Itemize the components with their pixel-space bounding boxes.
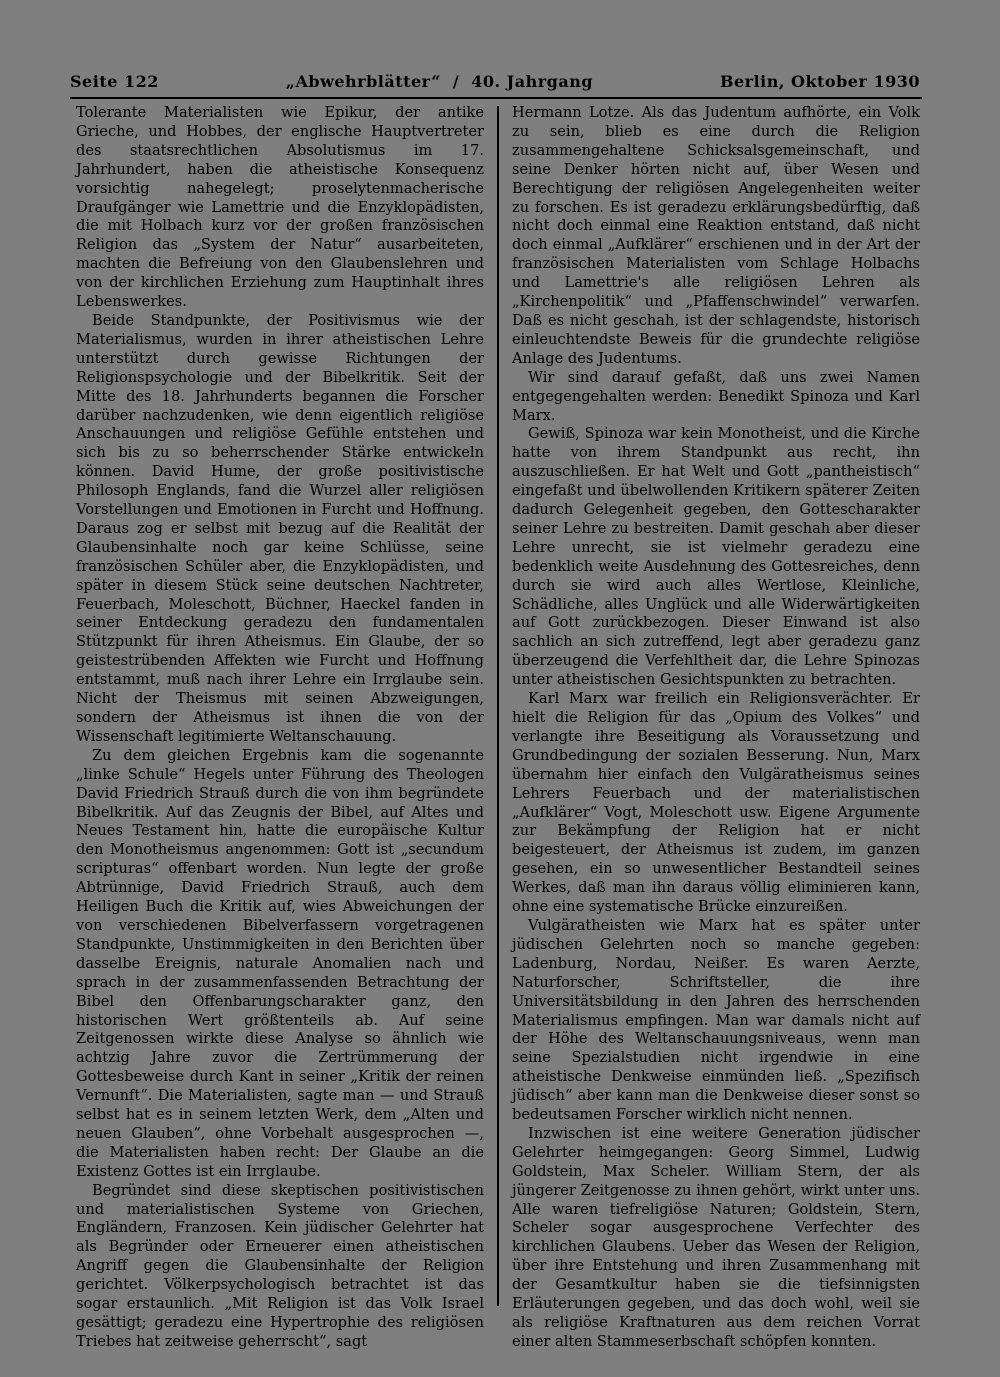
page-header [70,72,920,96]
paragraph: Inzwischen ist eine weitere Generation jüdischer Gelehrter heimgegangen: Georg Simmel, Ludwig Goldstein, Max Scheler. William Stern, der als jüngerer Zeitgenosse zu ihnen gehört, wirkt unter uns. Alle waren tiefreligiöse Naturen; Goldstein, Stern, Scheler sogar ausgesprochene Verfechter des kirchlichen Glaubens. Ueber das Wesen der Religion, über ihre Entstehung und ihren Zusammenhang mit der Gesamtkultur haben sie die tiefsinnigsten Erläuterungen gegeben, und das doch wohl, weil sie als religiöse Kraftnaturen aus dem reichen Vorrat einer alten Stammeserbschaft schöpfen konnten. [512,1124,920,1350]
header-separator: / [452,72,460,91]
header-rule [70,97,922,99]
volume-label: 40. Jahrgang [471,72,594,91]
paragraph: Hermann Lotze. Als das Judentum aufhörte, ein Volk zu sein, blieb es eine durch die Religion zusammengehaltene Schicksalsgemeinschaft, und seine Denker hörten nicht auf, über Wesen und Berechtigung der religiösen Angelegenheiten weiter zu forschen. Es ist geradezu erklärungsbedürftig, daß nicht doch einmal eine Reaktion entstand, daß nicht doch einmal „Aufklärer“ erschienen und in der Art der französischen Materialisten vom Schlage Holbachs und Lamettrie's alle religiösen Lehren als „Kirchenpolitik“ und „Pfaffenschwindel“ verwarfen. Daß es nicht geschah, ist der schlagendste, historisch einleuchtendste Beweis für die grundechte religiöse Anlage des Judentums. [512,104,920,367]
page-number: Seite 122 [70,72,159,91]
column-divider [497,106,499,1306]
place-date: Berlin, Oktober 1930 [719,72,920,91]
paragraph: Karl Marx war freilich ein Religionsverächter. Er hielt die Religion für das „Opium des Volkes“ und verlangte ihre Beseitigung als Voraussetzung und Grundbedingung der sozialen Besserung. Nun, Marx übernahm hier einfach den Vulgäratheismus seines Lehrers Feuerbach und der materialistischen „Aufklärer“ Vogt, Moleschott usw. Eigene Argumente zur Bekämpfung der Religion hat er nicht beigesteuert, der Atheismus ist zudem, im ganzen gesehen, ein so unwesentlicher Bestandteil seines Werkes, daß man ihn daraus völlig eliminieren kann, ohne eine systematische Brücke einzureißen. [512,690,920,916]
paragraph: Zu dem gleichen Ergebnis kam die sogenannte „linke Schule“ Hegels unter Führung des Theologen David Friedrich Strauß durch die von ihm begründete Bibelkritik. Auf das Zeugnis der Bibel, auf Altes und Neues Testament hin, hatte die europäische Kultur den Monotheismus angenommen: Gott ist „secundum scripturas“ offenbart worden. Nun legte der große Abtrünnige, David Friedrich Strauß, auch dem Heiligen Buch die Kritik auf, wies Abweichungen der von verschiedenen Bibelverfassern vorgetragenen Standpunkte, Unstimmigkeiten in den Berichten über dasselbe Ereignis, naturale Anomalien nach und sprach in der zusammenfassenden Betrachtung der Bibel den Offenbarungscharakter ganz, den historischen Wert größtenteils ab. Auf seine Zeitgenossen wirkte diese Analyse so ähnlich wie achtzig Jahre zuvor die Zertrümmerung der Gottesbeweise durch Kant in seiner „Kritik der reinen Vernunft“. Die Materialisten, sagte man — und Strauß selbst hat es in seinem letzten Werk, dem „Alten und neuen Glauben“, ohne Vorbehalt ausgesprochen —, die Materialisten haben recht: Der Glaube an die Existenz Gottes ist ein Irrglaube. [76,746,484,1180]
paragraph: Beide Standpunkte, der Positivismus wie der Materialismus, wurden in ihrer atheistischen Lehre unterstützt durch gewisse Richtungen der Religionspsychologie und der Bibelkritik. Seit der Mitte des 18. Jahrhunderts begannen die Forscher darüber nachzudenken, wie denn eigentlich religiöse Anschauungen und religiöse Gefühle entstehen und sich bis zu so beherrschender Stärke entwickeln können. David Hume, der große positivistische Philosoph Englands, fand die Wurzel aller religiösen Vorstellungen und Emotionen in Furcht und Hoffnung. Daraus zog er selbst mit bezug auf die Realität der Glaubensinhalte noch gar keine Schlüsse, seine französischen Schüler aber, die Enzyklopädisten, und später in diesem Stück seine deutschen Nachtreter, Feuerbach, Moleschott, Büchner, Haeckel fanden in seiner Entdeckung geradezu den fundamentalen Stützpunkt für ihren Atheismus. Ein Glaube, der so geistestrübenden Affekten wie Furcht und Hoffnung entstammt, muß nach ihrer Lehre ein Irrglaube sein. Nicht der Theismus mit seinen Abzweigungen, sondern der Atheismus ist ihnen die von der Wissenschaft legitimierte Weltanschauung. [76,311,484,745]
paragraph: Gewiß, Spinoza war kein Monotheist, und die Kirche hatte von ihrem Standpunkt aus recht, ihn auszuschließen. Er hat Welt und Gott „pantheistisch“ eingefaßt und übelwollenden Kritikern späterer Zeiten dadurch Gelegenheit gegeben, den Gottescharakter seiner Lehre zu bestreiten. Damit geschah aber dieser Lehre unrecht, sie ist vielmehr geradezu eine bedenklich weite Ausdehnung des Gottesreiches, denn durch sie wird auch alles Wertlose, Kleinliche, Schädliche, alles Unglück und alle Widerwärtigkeiten auf Gott zurückbezogen. Dieser Einwand ist also sachlich an sich zutreffend, legt aber geradezu ganz überzeugend die Verfehltheit dar, die Lehre Spinozas unter atheistischen Gesichtspunkten zu betrachten. [512,425,920,689]
paragraph: Vulgäratheisten wie Marx hat es später unter jüdischen Gelehrten noch so manche gegeben: Ladenburg, Nordau, Neißer. Es waren Aerzte, Naturforscher, Schriftsteller, die ihre Universitätsbildung in den Jahren des herrschenden Materialismus empfingen. Man war damals nicht auf der Höhe des Weltanschauungsniveaus, wenn man seine Spezialstudien nicht irgendwie in eine atheistische Denkweise einmünden ließ. „Spezifisch jüdisch“ aber kann man die Denkweise dieser sonst so bedeutsamen Forscher wirklich nicht nennen. [512,916,920,1124]
paragraph: Begründet sind diese skeptischen positivistischen und materialistischen Systeme von Griechen, Engländern, Franzosen. Kein jüdischer Gelehrter hat als Begründer oder Erneuerer einen atheistischen Angriff gegen die Glaubensinhalte der Religion gerichtet. Völkerpsychologisch betrachtet ist das sogar erstaunlich. „Mit Religion ist das Volk Israel gesättigt; geradezu eine Hypertrophie des religiösen Triebes hat zeitweise geherrscht“, sagt [76,1181,484,1350]
paragraph: Wir sind darauf gefaßt, daß uns zwei Namen entgegengehalten werden: Benedikt Spinoza und Karl Marx. [512,368,920,424]
journal-info [286,72,593,91]
left-column [76,104,484,1352]
right-column [512,104,920,1352]
paragraph: Tolerante Materialisten wie Epikur, der antike Grieche, und Hobbes, der englische Hauptvertreter des staatsrechtlichen Absolutismus im 17. Jahrhundert, haben die atheistische Konsequenz vorsichtig nahegelegt; proselytenmacherische Draufgänger wie Lamettrie und die Enzyklopädisten, die mit Holbach kurz vor der großen französischen Religion das „System der Natur“ ausarbeiteten, machten die Befreiung von den Glaubenslehren und von der kirchlichen Erziehung zum Hauptinhalt ihres Lebenswerkes. [76,104,484,311]
journal-title: „Abwehrblätter“ [285,72,441,91]
